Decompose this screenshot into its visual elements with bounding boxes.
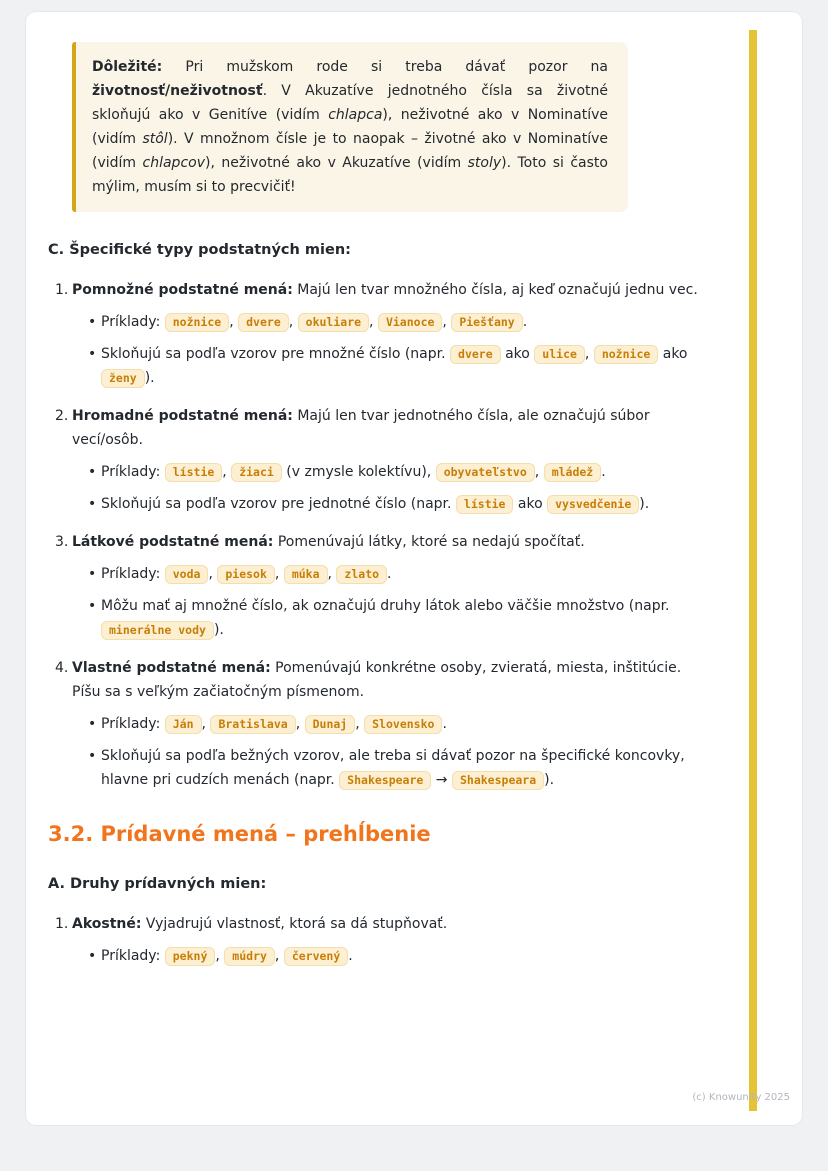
inline-code-chip: Slovensko — [364, 715, 442, 734]
list-item-latkove — [48, 530, 704, 642]
text-run: Príklady: — [101, 948, 165, 964]
bullet-list — [72, 712, 704, 792]
inline-code-chip: mládež — [544, 463, 602, 482]
text-run: Skloňujú sa podľa bežných vzorov, ale treba si dávať pozor na špecifické koncovky, hlavne pri cudzích menách (napr. — [101, 748, 685, 788]
bullet-item — [72, 342, 704, 390]
text-run: , — [327, 566, 337, 582]
list-item-body — [72, 404, 704, 516]
bullet-list — [72, 310, 704, 390]
list-number: 1. — [55, 282, 69, 298]
bullet-icon: • — [88, 314, 97, 330]
callout-text — [92, 55, 608, 199]
page-edge-highlight-bar — [749, 30, 757, 1111]
text-run: , — [229, 314, 239, 330]
inline-code-chip: múka — [284, 565, 328, 584]
text-run: , — [222, 464, 232, 480]
bold-text: Pomnožné podstatné mená: — [72, 282, 293, 298]
text-run: . — [387, 566, 392, 582]
inline-code-chip: dvere — [238, 313, 289, 332]
bold-text: Dôležité: — [92, 59, 163, 75]
bold-text: životnosť/neživotnosť — [92, 83, 263, 99]
text-run: ako — [513, 496, 548, 512]
bullet-text — [101, 492, 704, 516]
heading-noun-types: C. Špecifické typy podstatných mien: — [48, 242, 351, 258]
copyright-footer: (c) Knowunity 2025 — [692, 1092, 790, 1103]
bold-text: Látkové podstatné mená: — [72, 534, 274, 550]
list-item-title — [72, 404, 704, 452]
inline-code-chip: vysvedčenie — [547, 495, 639, 514]
italic-text: chlapca — [328, 107, 383, 123]
text-run: Pomenúvajú konkrétne osoby, zvieratá, miesta, inštitúcie. Píšu sa s veľkým začiatočným písmenom. — [72, 660, 682, 700]
list-item-title — [72, 912, 704, 936]
text-run: Pomenúvajú látky, ktoré sa nedajú spočítať. — [273, 534, 585, 550]
list-item-hromadne — [48, 404, 704, 516]
text-run: Môžu mať aj množné číslo, ak označujú druhy látok alebo väčšie množstvo (napr. — [101, 598, 670, 614]
bullet-text — [101, 944, 704, 968]
text-run: Majú len tvar jednotného čísla, ale označujú súbor vecí/osôb. — [72, 408, 650, 448]
text-run: Príklady: — [101, 314, 165, 330]
list-number: 3. — [55, 534, 69, 550]
text-run: , — [274, 566, 284, 582]
inline-code-chip: žiaci — [231, 463, 282, 482]
text-run: , — [201, 716, 211, 732]
inline-code-chip: nožnice — [165, 313, 229, 332]
list-item-body — [72, 530, 704, 642]
bullet-item — [72, 492, 704, 516]
text-run: ). — [144, 370, 155, 386]
list-number: 2. — [55, 408, 69, 424]
inline-code-chip: Piešťany — [451, 313, 522, 332]
inline-code-chip: červený — [284, 947, 348, 966]
list-item-body — [72, 912, 704, 968]
bullet-item — [72, 712, 704, 736]
bullet-icon: • — [88, 716, 97, 732]
inline-code-chip: obyvateľstvo — [436, 463, 535, 482]
bullet-icon: • — [88, 346, 97, 362]
bullet-item — [72, 310, 704, 334]
list-item-vlastne — [48, 656, 704, 792]
inline-code-chip: Shakespeara — [452, 771, 544, 790]
text-run: Pri mužskom rode si treba dávať pozor na — [162, 59, 608, 75]
bullet-item — [72, 562, 704, 586]
inline-code-chip: zlato — [336, 565, 387, 584]
inline-code-chip: Dunaj — [305, 715, 356, 734]
noun-types-list — [48, 278, 704, 792]
italic-text: chlapcov — [142, 155, 205, 171]
list-item-title — [72, 656, 704, 704]
list-item-title — [72, 278, 704, 302]
italic-text: stôl — [142, 131, 168, 147]
text-run: , — [584, 346, 594, 362]
list-item-akostne — [48, 912, 704, 968]
text-run: . — [601, 464, 606, 480]
bullet-text — [101, 310, 704, 334]
text-run: , — [355, 716, 365, 732]
inline-code-chip: Shakespeare — [339, 771, 431, 790]
bullet-item — [72, 594, 704, 642]
list-item-body — [72, 278, 704, 390]
bullet-icon: • — [88, 948, 97, 964]
text-run: , — [215, 948, 225, 964]
important-callout — [72, 42, 628, 212]
inline-code-chip: lístie — [165, 463, 223, 482]
inline-code-chip: minerálne vody — [101, 621, 214, 640]
text-run: , — [442, 314, 452, 330]
text-run: Skloňujú sa podľa vzorov pre jednotné číslo (napr. — [101, 496, 456, 512]
text-run: ). — [213, 622, 224, 638]
inline-code-chip: pekný — [165, 947, 216, 966]
bullet-text — [101, 460, 704, 484]
text-run: ). — [639, 496, 650, 512]
text-run: . V Akuzatíve jednotného čísla sa životné skloňujú ako v Genitíve (vidím — [92, 83, 608, 123]
text-run: ), neživotné ako v Nominatíve (vidím — [92, 107, 608, 147]
text-run: , — [274, 948, 284, 964]
bullet-icon: • — [88, 464, 97, 480]
bullet-icon: • — [88, 748, 97, 764]
bullet-icon: • — [88, 566, 97, 582]
bullet-text — [101, 562, 704, 586]
text-run: Príklady: — [101, 464, 165, 480]
bullet-item — [72, 460, 704, 484]
inline-code-chip: Bratislava — [210, 715, 295, 734]
bold-text: Vlastné podstatné mená: — [72, 660, 271, 676]
text-run: ), neživotné ako v Akuzatíve (vidím — [205, 155, 468, 171]
bullet-text — [101, 744, 704, 792]
text-run: , — [288, 314, 298, 330]
inline-code-chip: múdry — [224, 947, 275, 966]
bullet-text — [101, 594, 704, 642]
list-number: 4. — [55, 660, 69, 676]
bullet-list — [72, 944, 704, 968]
text-run: Skloňujú sa podľa vzorov pre množné číslo (napr. — [101, 346, 451, 362]
text-run: Príklady: — [101, 716, 165, 732]
text-run: . — [348, 948, 353, 964]
inline-code-chip: nožnice — [594, 345, 658, 364]
heading-adjective-kinds: A. Druhy prídavných mien: — [48, 876, 267, 892]
text-run: , — [369, 314, 378, 330]
bold-text: Hromadné podstatné mená: — [72, 408, 293, 424]
inline-code-chip: Ján — [165, 715, 202, 734]
document-content — [26, 12, 704, 968]
text-run: ako — [658, 346, 688, 362]
inline-code-chip: dvere — [450, 345, 501, 364]
inline-code-chip: voda — [165, 565, 209, 584]
inline-code-chip: ulice — [534, 345, 585, 364]
bullet-text — [101, 342, 704, 390]
text-run: , — [534, 464, 544, 480]
bullet-item — [72, 944, 704, 968]
inline-code-chip: lístie — [456, 495, 514, 514]
text-run: , — [208, 566, 218, 582]
list-item-body — [72, 656, 704, 792]
text-run: Príklady: — [101, 566, 165, 582]
bullet-text — [101, 712, 704, 736]
list-number: 1. — [55, 916, 69, 932]
list-item-pomnozne — [48, 278, 704, 390]
text-run: ). V množnom čísle je to naopak – životné ako v Nominatíve (vidím — [92, 131, 608, 171]
text-run: . — [442, 716, 447, 732]
inline-code-chip: ženy — [101, 369, 145, 388]
bullet-item — [72, 744, 704, 792]
text-run: ako — [500, 346, 535, 362]
text-run: ). — [544, 772, 555, 788]
bullet-icon: • — [88, 598, 97, 614]
inline-code-chip: Vianoce — [378, 313, 442, 332]
text-run: (v zmysle kolektívu), — [281, 464, 436, 480]
bold-text: Akostné: — [72, 916, 142, 932]
list-item-title — [72, 530, 704, 554]
inline-code-chip: piesok — [217, 565, 275, 584]
heading-adjectives: 3.2. Prídavné mená – prehĺbenie — [48, 822, 431, 846]
text-run: Vyjadrujú vlastnosť, ktorá sa dá stupňovať. — [141, 916, 448, 932]
document-page — [26, 12, 802, 1125]
text-run: Majú len tvar množného čísla, aj keď označujú jednu vec. — [292, 282, 698, 298]
bullet-list — [72, 562, 704, 642]
adjective-kinds-list — [48, 912, 704, 968]
bullet-icon: • — [88, 496, 97, 512]
text-run: . — [522, 314, 528, 330]
text-run: ). Toto si často mýlim, musím si to precvičiť! — [92, 155, 608, 195]
inline-code-chip: okuliare — [298, 313, 369, 332]
text-run: → — [431, 772, 452, 788]
text-run: , — [295, 716, 305, 732]
italic-text: stoly — [467, 155, 502, 171]
bullet-list — [72, 460, 704, 516]
